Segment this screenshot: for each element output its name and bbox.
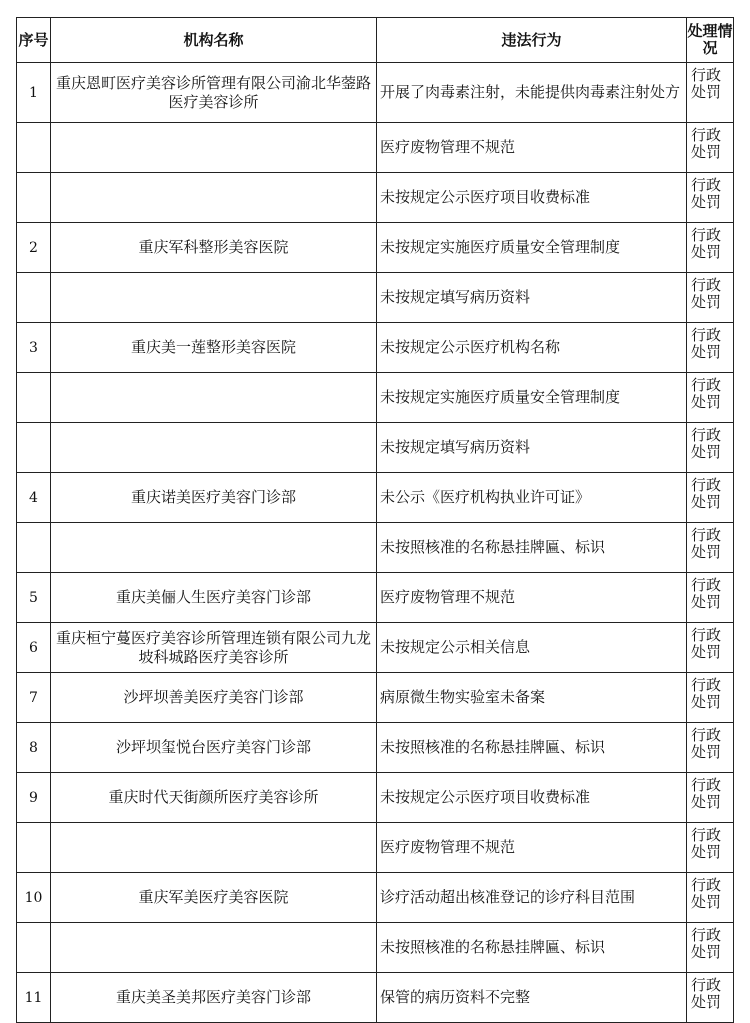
- cell-act: 未按规定填写病历资料: [377, 423, 687, 473]
- table-row: [17, 223, 734, 273]
- cell-res: 行政处罚: [687, 63, 734, 123]
- cell-no: 6: [17, 623, 51, 673]
- table-row: [17, 573, 734, 623]
- cell-act: 未按照核准的名称悬挂牌匾、标识: [377, 523, 687, 573]
- table-row: [17, 273, 734, 323]
- cell-no: [17, 523, 51, 573]
- penalty-table: [16, 17, 734, 1023]
- cell-org: [51, 273, 377, 323]
- table-row: [17, 973, 734, 1023]
- cell-res: 行政处罚: [687, 323, 734, 373]
- cell-no: [17, 823, 51, 873]
- cell-act: 未按规定公示医疗项目收费标准: [377, 773, 687, 823]
- cell-act: 未按规定公示医疗项目收费标准: [377, 173, 687, 223]
- cell-act: 医疗废物管理不规范: [377, 823, 687, 873]
- cell-org: 重庆美俪人生医疗美容门诊部: [51, 573, 377, 623]
- cell-no: [17, 923, 51, 973]
- table-row: [17, 123, 734, 173]
- table-row: [17, 323, 734, 373]
- cell-org: 重庆桓宁蔓医疗美容诊所管理连锁有限公司九龙坡科城路医疗美容诊所: [51, 623, 377, 673]
- cell-res: 行政处罚: [687, 623, 734, 673]
- cell-org: [51, 423, 377, 473]
- cell-res: 行政处罚: [687, 173, 734, 223]
- cell-act: 病原微生物实验室未备案: [377, 673, 687, 723]
- table-row: [17, 173, 734, 223]
- cell-res: 行政处罚: [687, 823, 734, 873]
- cell-res: 行政处罚: [687, 523, 734, 573]
- cell-act: 未按规定公示医疗机构名称: [377, 323, 687, 373]
- cell-act: 未按规定填写病历资料: [377, 273, 687, 323]
- cell-res: 行政处罚: [687, 923, 734, 973]
- cell-res: 行政处罚: [687, 573, 734, 623]
- cell-org: [51, 823, 377, 873]
- table-row: [17, 373, 734, 423]
- header-org: 机构名称: [51, 18, 377, 63]
- table-row: [17, 63, 734, 123]
- cell-res: 行政处罚: [687, 223, 734, 273]
- cell-no: 4: [17, 473, 51, 523]
- cell-act: 诊疗活动超出核准登记的诊疗科目范围: [377, 873, 687, 923]
- cell-org: [51, 523, 377, 573]
- cell-org: [51, 923, 377, 973]
- cell-res: 行政处罚: [687, 123, 734, 173]
- cell-no: 2: [17, 223, 51, 273]
- cell-act: 未按规定实施医疗质量安全管理制度: [377, 373, 687, 423]
- cell-act: 未按照核准的名称悬挂牌匾、标识: [377, 923, 687, 973]
- cell-no: 8: [17, 723, 51, 773]
- table-row: [17, 723, 734, 773]
- cell-act: 未公示《医疗机构执业许可证》: [377, 473, 687, 523]
- cell-res: 行政处罚: [687, 773, 734, 823]
- cell-no: 11: [17, 973, 51, 1023]
- cell-no: [17, 273, 51, 323]
- table-row: [17, 923, 734, 973]
- table-row: [17, 473, 734, 523]
- cell-org: 重庆时代天街颜所医疗美容诊所: [51, 773, 377, 823]
- cell-no: 10: [17, 873, 51, 923]
- cell-act: 保管的病历资料不完整: [377, 973, 687, 1023]
- cell-no: [17, 173, 51, 223]
- cell-res: 行政处罚: [687, 273, 734, 323]
- cell-res: 行政处罚: [687, 873, 734, 923]
- cell-org: 重庆诺美医疗美容门诊部: [51, 473, 377, 523]
- cell-res: 行政处罚: [687, 973, 734, 1023]
- cell-org: [51, 173, 377, 223]
- cell-act: 医疗废物管理不规范: [377, 123, 687, 173]
- cell-res: 行政处罚: [687, 473, 734, 523]
- cell-org: 重庆美一莲整形美容医院: [51, 323, 377, 373]
- cell-org: [51, 373, 377, 423]
- cell-org: 重庆军美医疗美容医院: [51, 873, 377, 923]
- cell-org: 沙坪坝善美医疗美容门诊部: [51, 673, 377, 723]
- cell-no: [17, 373, 51, 423]
- cell-res: 行政处罚: [687, 423, 734, 473]
- cell-org: [51, 123, 377, 173]
- cell-no: [17, 423, 51, 473]
- table-row: [17, 773, 734, 823]
- cell-no: 9: [17, 773, 51, 823]
- table-row: [17, 673, 734, 723]
- cell-act: 未按规定实施医疗质量安全管理制度: [377, 223, 687, 273]
- cell-res: 行政处罚: [687, 723, 734, 773]
- header-act: 违法行为: [377, 18, 687, 63]
- cell-res: 行政处罚: [687, 373, 734, 423]
- cell-res: 行政处罚: [687, 673, 734, 723]
- header-no: 序号: [17, 18, 51, 63]
- table-row: [17, 823, 734, 873]
- cell-org: 重庆美圣美邦医疗美容门诊部: [51, 973, 377, 1023]
- cell-act: 开展了肉毒素注射，未能提供肉毒素注射处方: [377, 63, 687, 123]
- table-row: [17, 623, 734, 673]
- cell-no: 7: [17, 673, 51, 723]
- header-row: [17, 18, 734, 63]
- cell-no: 5: [17, 573, 51, 623]
- header-res: 处理情况: [687, 18, 734, 63]
- cell-act: 未按规定公示相关信息: [377, 623, 687, 673]
- table-row: [17, 523, 734, 573]
- cell-act: 未按照核准的名称悬挂牌匾、标识: [377, 723, 687, 773]
- cell-org: 沙坪坝玺悦台医疗美容门诊部: [51, 723, 377, 773]
- cell-org: 重庆恩町医疗美容诊所管理有限公司渝北华蓥路医疗美容诊所: [51, 63, 377, 123]
- cell-no: 3: [17, 323, 51, 373]
- cell-no: [17, 123, 51, 173]
- table-row: [17, 423, 734, 473]
- cell-no: 1: [17, 63, 51, 123]
- cell-act: 医疗废物管理不规范: [377, 573, 687, 623]
- cell-org: 重庆军科整形美容医院: [51, 223, 377, 273]
- table-row: [17, 873, 734, 923]
